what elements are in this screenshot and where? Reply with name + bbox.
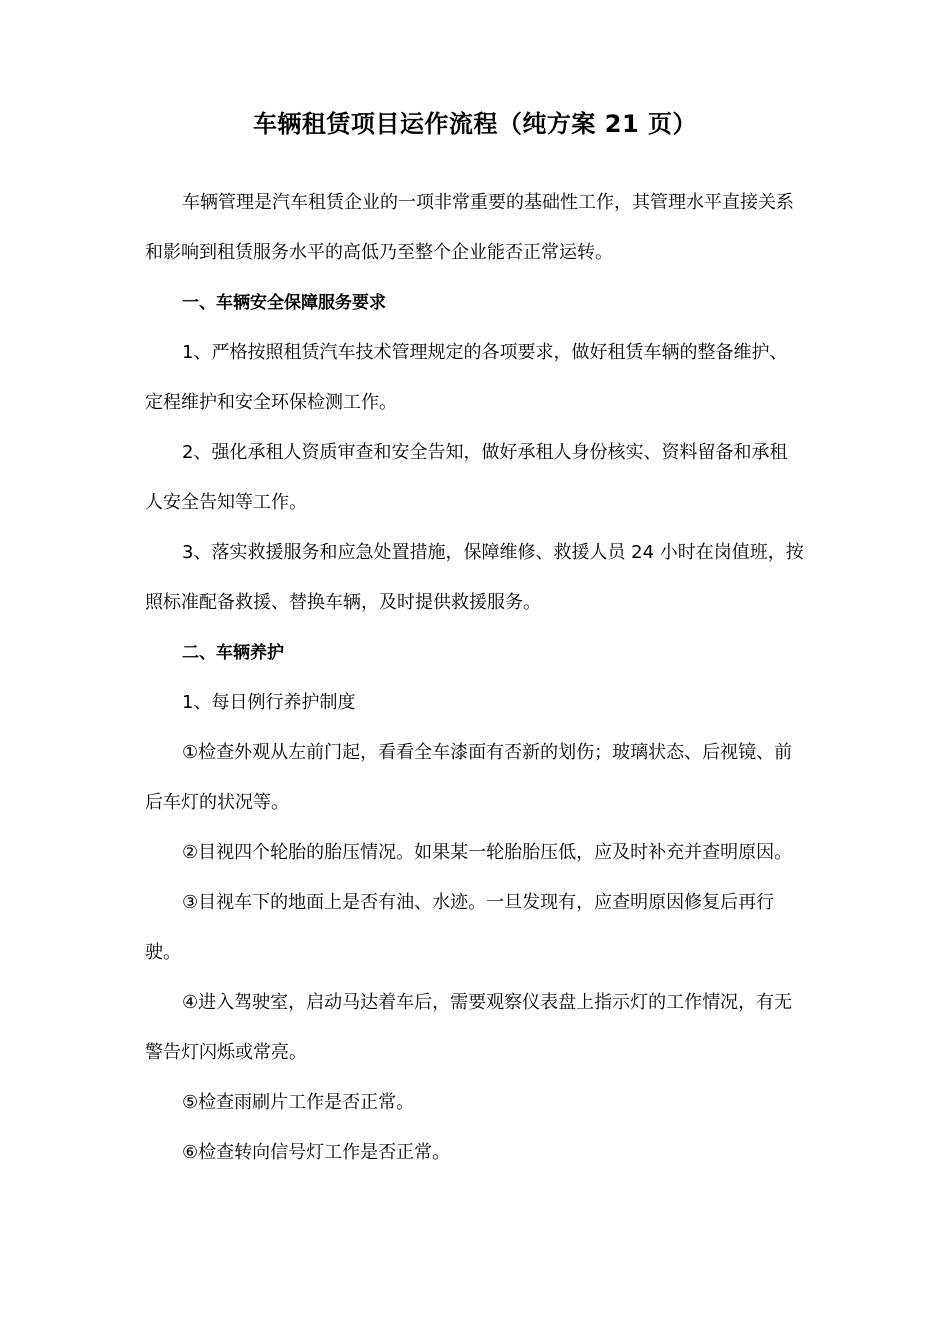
list-item-check-6: ⑥检查转向信号灯工作是否正常。: [182, 1142, 451, 1163]
document-title: 车辆租赁项目运作流程（纯方案 21 页）: [252, 110, 698, 138]
paragraph-safety-3: 3、落实救援服务和应急处置措施，保障维修、救援人员 24 小时在岗值班，按照标准配备救援、替换车辆，及时提供救援服务。: [145, 542, 804, 613]
paragraph-intro: 车辆管理是汽车租赁企业的一项非常重要的基础性工作，其管理水平直接关系和影响到租赁服务水平的高低乃至整个企业能否正常运转。: [145, 192, 794, 263]
section-heading-safety: 一、车辆安全保障服务要求: [182, 293, 386, 313]
list-item-check-5: ⑤检查雨刷片工作是否正常。: [182, 1092, 415, 1113]
list-item-check-1: ①检查外观从左前门起，看看全车漆面有否新的划伤；玻璃状态、后视镜、前后车灯的状况等。: [145, 742, 793, 813]
paragraph-maintenance-1: 1、每日例行养护制度: [182, 692, 356, 713]
document-body: [145, 178, 805, 1178]
paragraph-safety-2: 2、强化承租人资质审查和安全告知，做好承租人身份核实、资料留备和承租人安全告知等工作。: [145, 442, 788, 513]
paragraph-safety-1: 1、严格按照租赁汽车技术管理规定的各项要求，做好租赁车辆的整备维护、定程维护和安全环保检测工作。: [145, 342, 788, 413]
section-heading-maintenance: 二、车辆养护: [182, 643, 284, 663]
list-item-check-2: ②目视四个轮胎的胎压情况。如果某一轮胎胎压低，应及时补充并查明原因。: [182, 842, 793, 863]
list-item-check-3: ③目视车下的地面上是否有油、水迹。一旦发现有，应查明原因修复后再行驶。: [145, 892, 775, 963]
list-item-check-4: ④进入驾驶室，启动马达着车后，需要观察仪表盘上指示灯的工作情况，有无警告灯闪烁或常亮。: [145, 992, 793, 1063]
